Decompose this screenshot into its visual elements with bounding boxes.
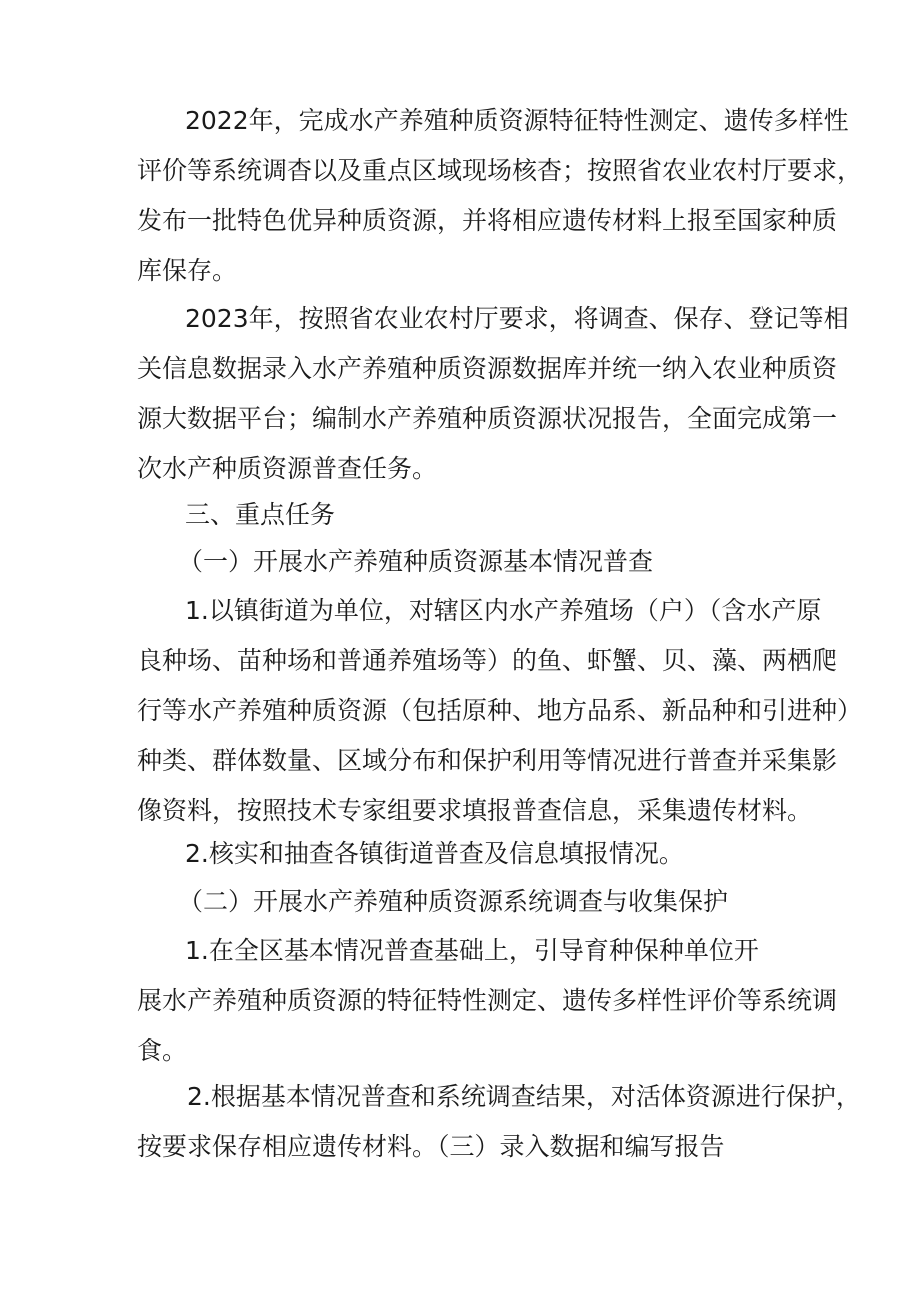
paragraph-2022 [137, 96, 863, 296]
text-line: 行等水产养殖种质资源（包括原种、地方品系、新品种和引进种） [137, 696, 863, 725]
paragraph-2023 [137, 294, 849, 494]
text-line: 按要求保存相应遗传材料。（三）录入数据和编写报告 [137, 1132, 725, 1161]
text-line: 2023年，按照省农业农村厅要求，将调查、保存、登记等相 [185, 304, 849, 333]
paragraph-systematic-item-1 [137, 926, 838, 1076]
paragraph-survey-item-2: 2.核实和抽查各镇街道普查及信息填报情况。 [185, 839, 684, 868]
subsection-heading-basic-survey: （一）开展水产养殖种质资源基本情况普查 [178, 547, 654, 576]
subsection-heading-systematic-survey: （二）开展水产养殖种质资源系统调查与收集保护 [178, 887, 729, 916]
text-line: 2.根据基本情况普查和系统调查结果，对活体资源进行保护， [187, 1082, 861, 1111]
text-line: 发布一批特色优异种质资源，并将相应遗传材料上报至国家种质 [137, 206, 838, 235]
text-line: 像资料，按照技术专家组要求填报普查信息，采集遗传材料。 [137, 796, 813, 825]
text-line: 食。 [137, 1036, 188, 1065]
text-line: 次水产种质资源普查任务。 [137, 454, 438, 483]
section-heading-key-tasks: 三、重点任务 [185, 500, 336, 529]
text-line: 库保存。 [137, 256, 238, 285]
text-line: 1.以镇街道为单位，对辖区内水产养殖场（户）（含水产原 [185, 596, 822, 625]
text-line: 种类、群体数量、区域分布和保护利用等情况进行普查并采集影 [137, 746, 838, 775]
text-line: 关信息数据录入水产养殖种质资源数据库并统一纳入农业种质资 [137, 354, 838, 383]
paragraph-survey-item-1 [137, 586, 863, 836]
text-line: 评价等系统调杳以及重点区域现场核杳；按照省农业农村厅要求， [137, 156, 863, 185]
text-line: 2022年，完成水产养殖种质资源特征特性测定、遗传多样性 [185, 106, 849, 135]
text-line: 源大数据平台；编制水产养殖种质资源状况报告，全面完成第一 [137, 404, 838, 433]
text-line: 1.在全区基本情况普查基础上，引导育种保种单位开 [185, 936, 759, 965]
text-line: 良种场、苗种场和普通养殖场等）的鱼、虾蟹、贝、藻、两栖爬 [137, 646, 838, 675]
paragraph-systematic-item-2 [137, 1072, 861, 1172]
text-line: 展水产养殖种质资源的特征特性测定、遗传多样性评价等系统调 [137, 986, 838, 1015]
